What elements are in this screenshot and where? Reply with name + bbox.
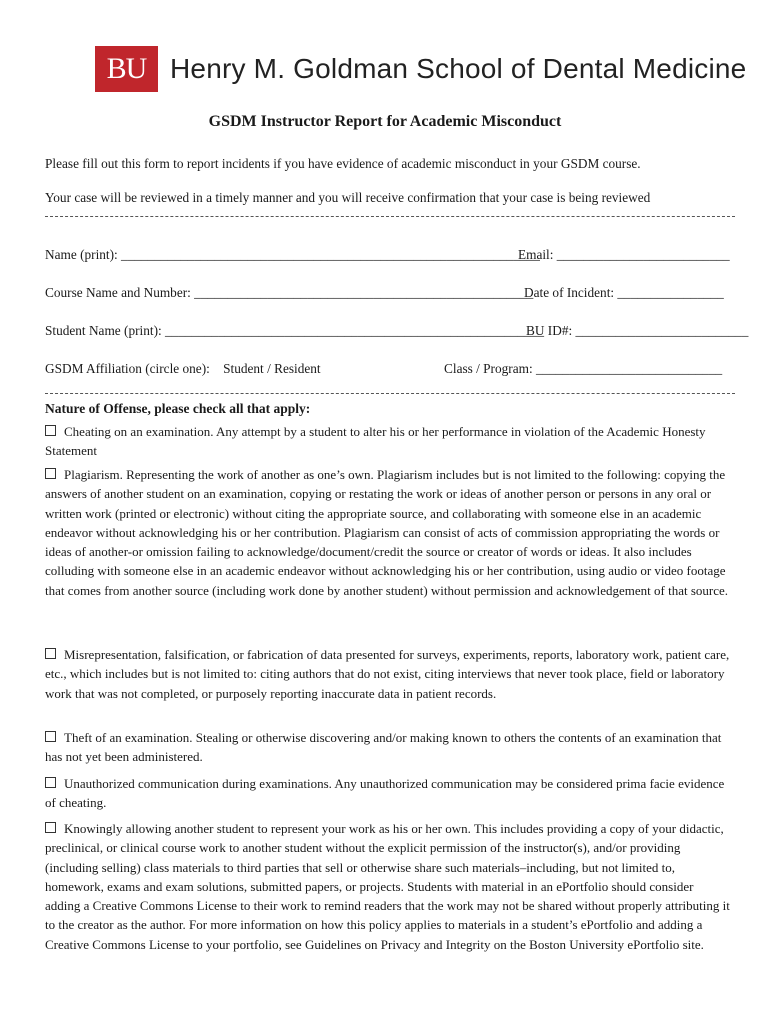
dashed-divider-top <box>45 216 735 217</box>
bu-id-field[interactable]: BU ID#: __________________________ <box>526 323 749 338</box>
intro-line-2: Your case will be reviewed in a timely manner and you will receive confirmation that your case is being reviewed <box>45 190 651 205</box>
school-name: Henry M. Goldman School of Dental Medicine <box>170 53 747 84</box>
affiliation-field[interactable]: GSDM Affiliation (circle one): Student / Resident <box>45 361 321 376</box>
checkbox[interactable] <box>45 468 56 479</box>
school-logo <box>95 46 746 92</box>
intro-line-1: Please fill out this form to report incidents if you have evidence of academic misconduct in your GSDM course. <box>45 156 641 171</box>
dashed-divider-bottom <box>45 393 735 394</box>
offense-item-plagiarism: Plagiarism. Representing the work of another as one’s own. Plagiarism includes but is not limited to the following: copying the answers of another student on an examination, copying or restating the work or ideas of another person or persons in any oral or written work (printed or electronic) without citing the appropriate source, and collaborating with someone else in an academic endeavor without acknowledging his or her contribution. Plagiarism can consist of acts of commission appropriating the words or ideas of another-or omission failing to acknowledge/document/credit the source or creator of words or ideas. It also includes colluding with someone else in an academic endeavor without acknowledging his or her contribution, using audio or video footage that comes from another source (including work done by another student) without permission and acknowledgement of that source. <box>45 467 729 598</box>
name-field[interactable]: Name (print): _______________________________________________________________ <box>45 247 540 262</box>
checkbox[interactable] <box>45 425 56 436</box>
student-name-field[interactable]: Student Name (print): _________________________________________________________ <box>45 323 544 338</box>
offense-heading: Nature of Offense, please check all that apply: <box>45 401 311 416</box>
offense-item-unauthorized-communication: Unauthorized communication during examinations. Any unauthorized communication may be considered prima facie evidence of cheating. <box>45 776 725 811</box>
date-of-incident-field[interactable]: Date of Incident: ________________ <box>524 285 724 300</box>
checkbox[interactable] <box>45 731 56 742</box>
course-field[interactable]: Course Name and Number: ___________________________________________________ <box>45 285 534 300</box>
class-program-field[interactable]: Class / Program: ____________________________ <box>444 361 723 376</box>
checkbox[interactable] <box>45 648 56 659</box>
bu-logo-mark: BU <box>95 46 158 92</box>
offense-item-cheating: Cheating on an examination. Any attempt by a student to alter his or her performance in violation of the Academic Honesty Statement <box>45 424 706 459</box>
offense-item-misrepresentation: Misrepresentation, falsification, or fabrication of data presented for surveys, experiments, reports, laboratory work, patient care, etc., which includes but is not limited to: citing authors that do not exist, citing interviews that never took place, field or laboratory work that was not completed, or purposely reporting inaccurate data in patient records. <box>45 647 730 701</box>
offense-item-theft: Theft of an examination. Stealing or otherwise discovering and/or making known to others the contents of an examination that has not yet been administered. <box>45 730 722 765</box>
form-title: GSDM Instructor Report for Academic Misconduct <box>208 113 562 130</box>
checkbox[interactable] <box>45 822 56 833</box>
email-field[interactable]: Email: __________________________ <box>518 247 730 262</box>
checkbox[interactable] <box>45 777 56 788</box>
offense-item-allowing-copying: Knowingly allowing another student to represent your work as his or her own. This includes providing a copy of your didactic, preclinical, or clinical course work to another student without the explicit permission of the instructor(s), and/or providing (including selling) class materials to third parties that sell or otherwise share such materials–including, but not limited to, homework, exams and exam solutions, submitted papers, or projects. Students with material in an ePortfolio should consider adding a Creative Commons License to their work to remind readers that the work may not be shared without properly attributing it to the creator as the author. For more information on how this policy applies to materials in a student’s ePortfolio and adding a Creative Commons License to your portfolio, see Guidelines on Privacy and Integrity on the Boston University ePortfolio site. <box>45 821 730 952</box>
